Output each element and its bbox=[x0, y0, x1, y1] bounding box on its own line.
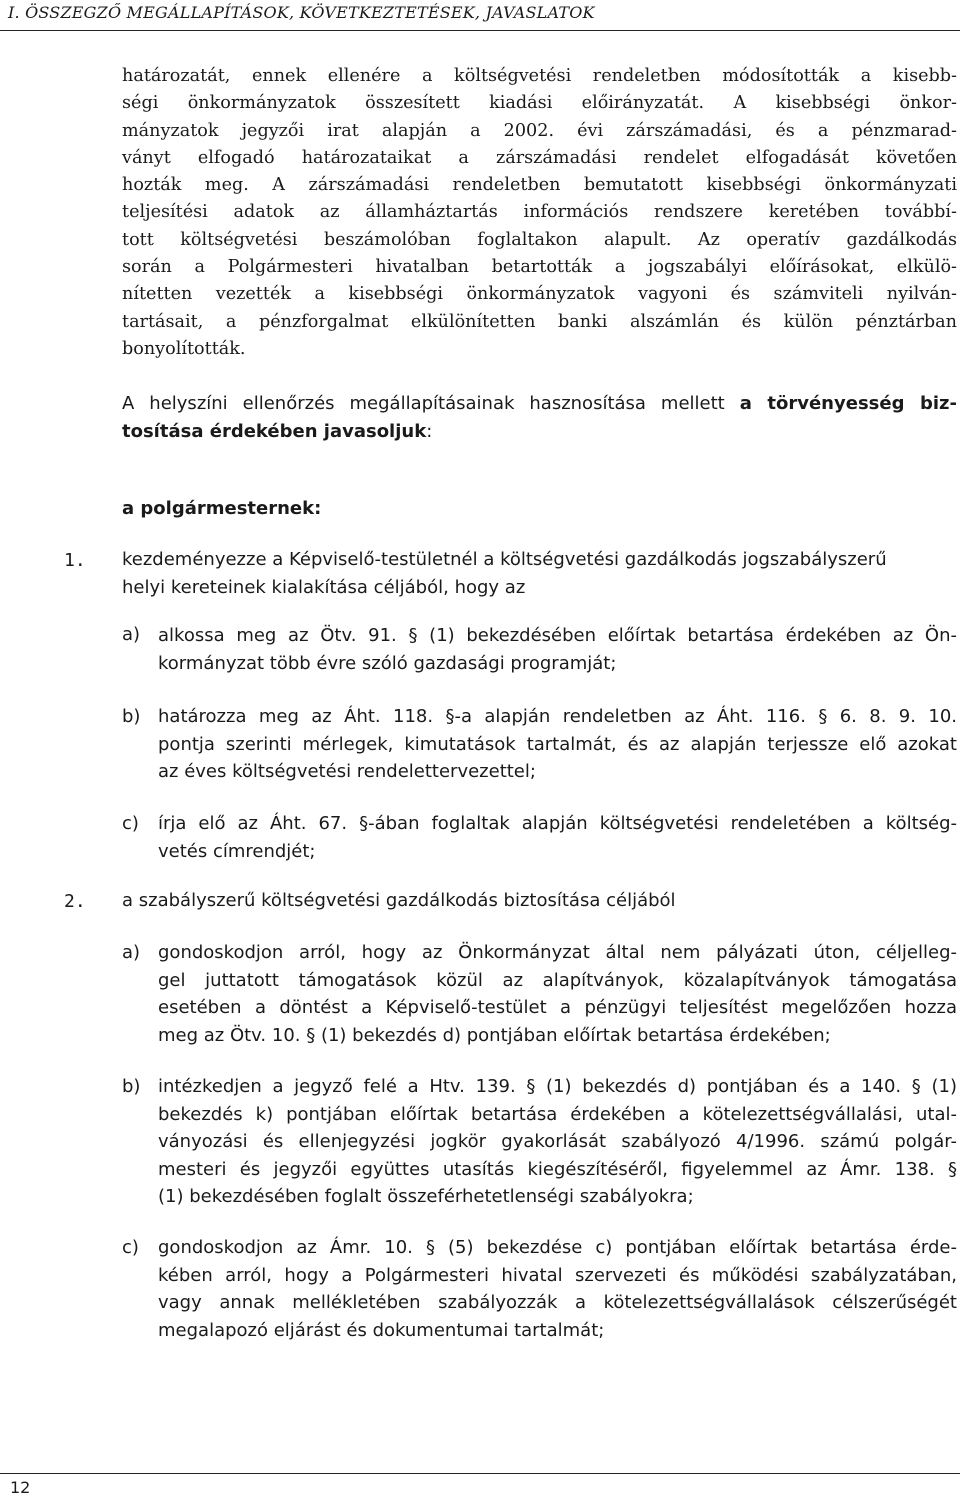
text-line: vagy annak mellékletében szabályozzák a kötelezettségvállalások célszerűségét bbox=[158, 1292, 957, 1313]
text-line: a szabályszerű költségvetési gazdálkodás biztosítása céljából bbox=[122, 890, 676, 911]
text-line: ségi önkormányzatok összesített kiadási előirányzatát. A kisebbségi önkor- bbox=[122, 93, 957, 114]
text-line: (1) bekezdésében foglalt összeférhetetlenségi szabályokra; bbox=[158, 1186, 694, 1207]
text-line: meg az Ötv. 10. § (1) bekezdés d) pontjában előírtak betartása érdekében; bbox=[158, 1024, 831, 1046]
intro-normal-text: A helyszíni ellenőrzés megállapításainak hasznosítása mellett bbox=[122, 393, 740, 414]
subitem-text bbox=[158, 939, 957, 1049]
text-line: kezdeményezze a Képviselő-testületnél a költségvetési gazdálkodás jogszabályszerű bbox=[122, 549, 887, 570]
subitem-label: c) bbox=[122, 813, 139, 834]
text-line: kében arról, hogy a Polgármesteri hivatal szervezeti és működési szabályzatában, bbox=[158, 1264, 957, 1286]
text-line: tartásait, a pénzforgalmat elkülönítetten banki alszámlán és külön pénztárban bbox=[122, 311, 957, 332]
text-line: írja elő az Áht. 67. §-ában foglaltak alapján költségvetési rendeletében a költség- bbox=[158, 813, 957, 834]
text-line bbox=[122, 418, 957, 446]
text-line bbox=[122, 390, 957, 418]
text-line: gondoskodjon arról, hogy az Önkormányzat által nem pályázati úton, céljelleg- bbox=[158, 942, 957, 963]
text-line: kormányzat több évre szóló gazdasági programját; bbox=[158, 652, 617, 674]
intro-bold-text: a törvényesség biz- bbox=[739, 393, 957, 414]
text-line: bonyolították. bbox=[122, 338, 246, 359]
page-header bbox=[0, 0, 960, 31]
subitem-label: a) bbox=[122, 624, 141, 645]
text-line: nítetten vezették a kisebbségi önkormányzatok vagyoni és számviteli nyilván- bbox=[122, 284, 957, 305]
text-line: határozza meg az Áht. 118. §-a alapján rendeletben az Áht. 116. § 6. 8. 9. 10. bbox=[158, 706, 957, 727]
subitem-text bbox=[158, 622, 957, 677]
text-line: bekezdés k) pontjában előírtak betartása érdekében a kötelezettségvállalási, utal- bbox=[158, 1103, 957, 1125]
recommendation-intro bbox=[122, 390, 957, 445]
subitem-label: b) bbox=[122, 706, 141, 727]
text-line: helyi kereteinek kialakítása céljából, hogy az bbox=[122, 576, 526, 598]
item-number: 1. bbox=[64, 550, 86, 571]
item-text bbox=[122, 887, 957, 915]
intro-bold-text: tosítása érdekében javasoljuk bbox=[122, 420, 427, 442]
text-line: gel juttatott támogatások közül az alapítványok, közalapítványok támogatása bbox=[158, 969, 957, 991]
page-number: 12 bbox=[10, 1478, 31, 1497]
subitem-text bbox=[158, 1234, 957, 1344]
text-line: vetés címrendjét; bbox=[158, 840, 316, 862]
subitem-text bbox=[158, 810, 957, 865]
text-line: gondoskodjon az Ámr. 10. § (5) bekezdése c) pontjában előírtak betartása érde- bbox=[158, 1237, 957, 1258]
text-line: pontja szerinti mérlegek, kimutatások tartalmát, és az alapján terjessze elő azokat bbox=[158, 733, 957, 755]
subitem-text bbox=[158, 1073, 957, 1211]
text-line: határozatát, ennek ellenére a költségvetési rendeletben módosították a kisebb- bbox=[122, 66, 957, 86]
item-number: 2. bbox=[64, 891, 86, 912]
intro-paragraph bbox=[122, 63, 957, 363]
intro-colon: : bbox=[426, 420, 433, 442]
footer-divider bbox=[0, 1473, 960, 1474]
text-line: hozták meg. A zárszámadási rendeletben bemutatott kisebbségi önkormányzati bbox=[122, 175, 957, 196]
text-line: mesteri és jegyzői együttes utasítás kiegészítéséről, figyelemmel az Ámr. 138. § bbox=[158, 1158, 957, 1180]
text-line: alkossa meg az Ötv. 91. § (1) bekezdésében előírtak betartása érdekében az Ön- bbox=[158, 625, 957, 646]
text-line: intézkedjen a jegyző felé a Htv. 139. § (1) bekezdés d) pontjában és a 140. § (1) bbox=[158, 1076, 957, 1097]
text-line: teljesítési adatok az államháztartás információs rendszere keretében továbbí- bbox=[122, 202, 957, 223]
subitem-label: b) bbox=[122, 1076, 141, 1097]
subitem-label: a) bbox=[122, 942, 141, 963]
subitem-text bbox=[158, 703, 957, 786]
header-title: I. ÖSSZEGZŐ MEGÁLLAPÍTÁSOK, KÖVETKEZTETÉSEK, JAVASLATOK bbox=[8, 3, 595, 22]
text-line: ványozási és ellenjegyzési jogkör gyakorlását szabályozó 4/1996. számú polgár- bbox=[158, 1131, 957, 1152]
text-line: esetében a döntést a Képviselő-testület a pénzügyi teljesítést megelőzően hozza bbox=[158, 997, 957, 1018]
item-text bbox=[122, 546, 957, 601]
text-line: megalapozó eljárást és dokumentumai tartalmát; bbox=[158, 1319, 605, 1341]
addressee-heading: a polgármesternek: bbox=[122, 498, 322, 519]
text-line: mányzatok jegyzői irat alapján a 2002. évi zárszámadási, és a pénzmarad- bbox=[122, 120, 957, 141]
text-line: ványt elfogadó határozataikat a zárszámadási rendelet elfogadását követően bbox=[122, 147, 957, 168]
text-line: tott költségvetési beszámolóban foglaltakon alapult. Az operatív gazdálkodás bbox=[122, 229, 957, 250]
text-line: során a Polgármesteri hivatalban betartották a jogszabályi előírásokat, elkülö- bbox=[122, 257, 957, 278]
text-line: az éves költségvetési rendelettervezettel; bbox=[158, 761, 536, 782]
subitem-label: c) bbox=[122, 1237, 139, 1258]
